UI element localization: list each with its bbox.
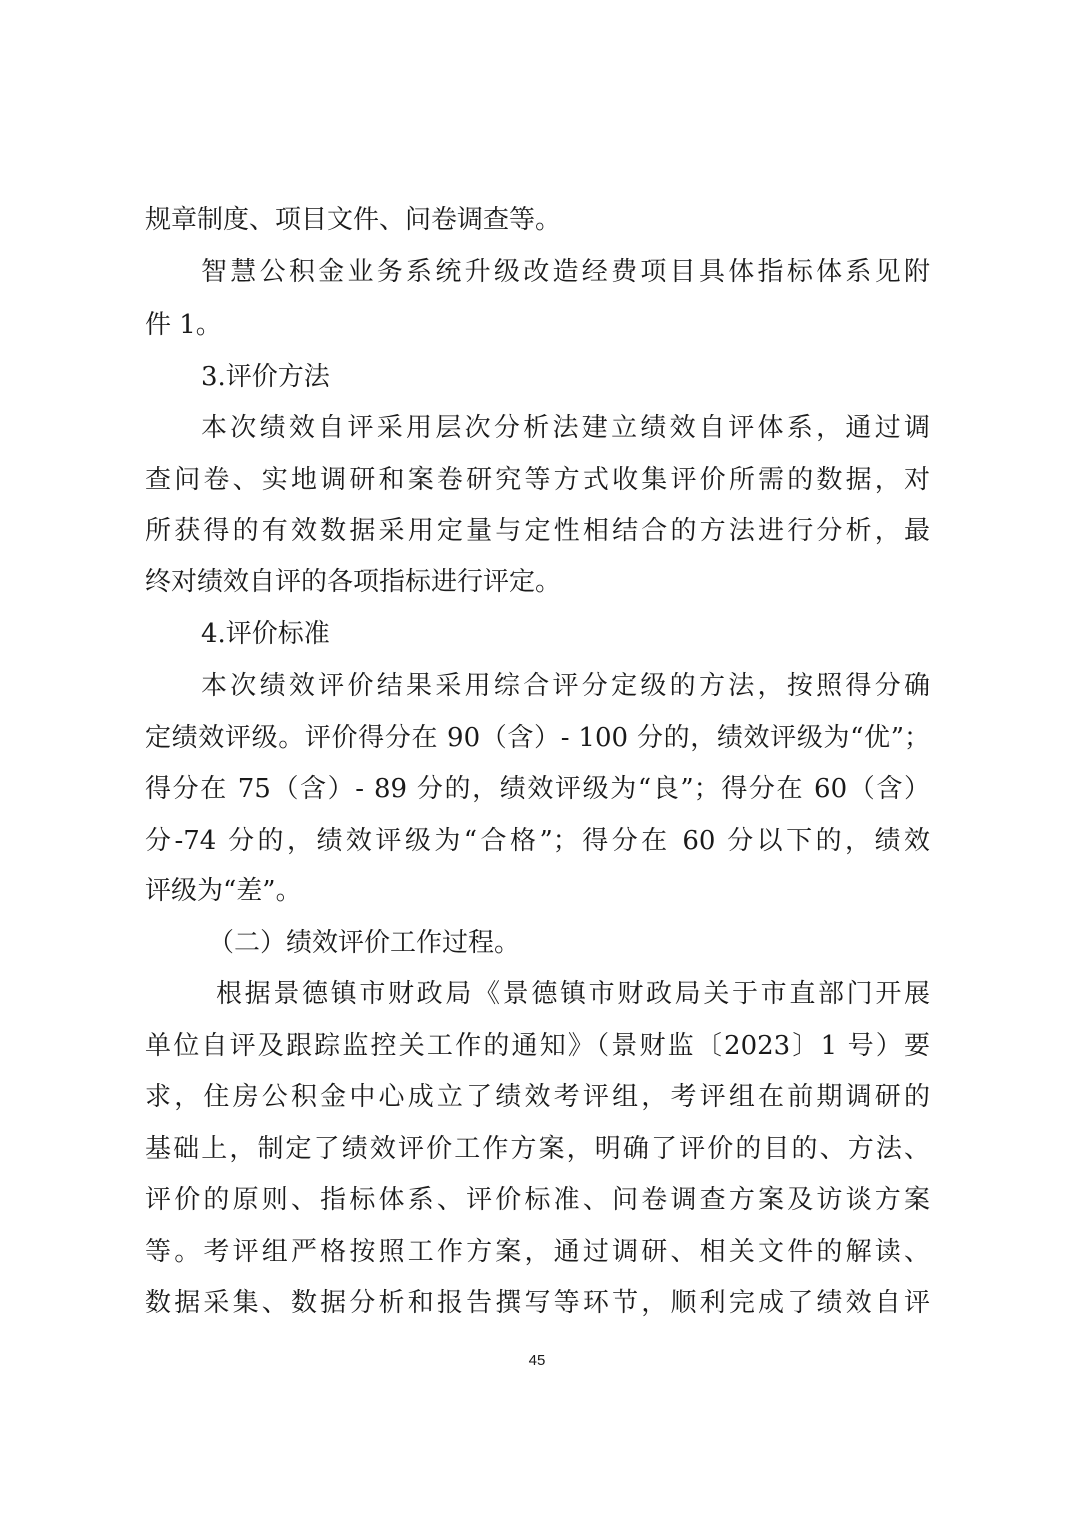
section-heading: （二）绩效评价工作过程。 [208, 928, 521, 958]
text-line: 智慧公积金业务系统升级改造经费项目具体指标体系见附 [201, 257, 930, 287]
section-heading: 4.评价标准 [201, 619, 330, 649]
text-line: 等。考评组严格按照工作方案，通过调研、相关文件的解读、 [145, 1237, 930, 1267]
text-line: 查问卷、实地调研和案卷研究等方式收集评价所需的数据，对 [145, 465, 930, 495]
text-line: 基础上，制定了绩效评价工作方案，明确了评价的目的、方法、 [145, 1134, 930, 1164]
section-heading: 3.评价方法 [201, 362, 330, 392]
text-line: 规章制度、项目文件、问卷调查等。 [145, 205, 562, 235]
text-line: 本次绩效评价结果采用综合评分定级的方法，按照得分确 [201, 671, 930, 701]
text-line: 求，住房公积金中心成立了绩效考评组，考评组在前期调研的 [145, 1082, 930, 1112]
text-line: 单位自评及跟踪监控关工作的通知》（景财监〔2023〕1 号）要 [145, 1031, 930, 1061]
text-line: 本次绩效自评采用层次分析法建立绩效自评体系，通过调 [201, 413, 930, 443]
text-line: 所获得的有效数据采用定量与定性相结合的方法进行分析，最 [145, 516, 930, 546]
text-line: 数据采集、数据分析和报告撰写等环节，顺利完成了绩效自评 [145, 1288, 930, 1318]
text-line: 定绩效评级。评价得分在 90（含）- 100 分的，绩效评级为“优”； [145, 723, 930, 753]
text-line: 件 1。 [145, 310, 222, 340]
text-line: 根据景德镇市财政局《景德镇市财政局关于市直部门开展 [216, 979, 930, 1009]
text-line: 评级为“差”。 [145, 876, 302, 906]
text-line: 得分在 75（含）- 89 分的，绩效评级为“良”；得分在 60（含） [145, 774, 930, 804]
text-line: 分-74 分的，绩效评级为“合格”；得分在 60 分以下的，绩效 [145, 826, 930, 856]
text-line: 评价的原则、指标体系、评价标准、问卷调查方案及访谈方案 [145, 1185, 930, 1215]
page-number: 45 [528, 1352, 546, 1369]
text-line: 终对绩效自评的各项指标进行评定。 [145, 567, 562, 597]
